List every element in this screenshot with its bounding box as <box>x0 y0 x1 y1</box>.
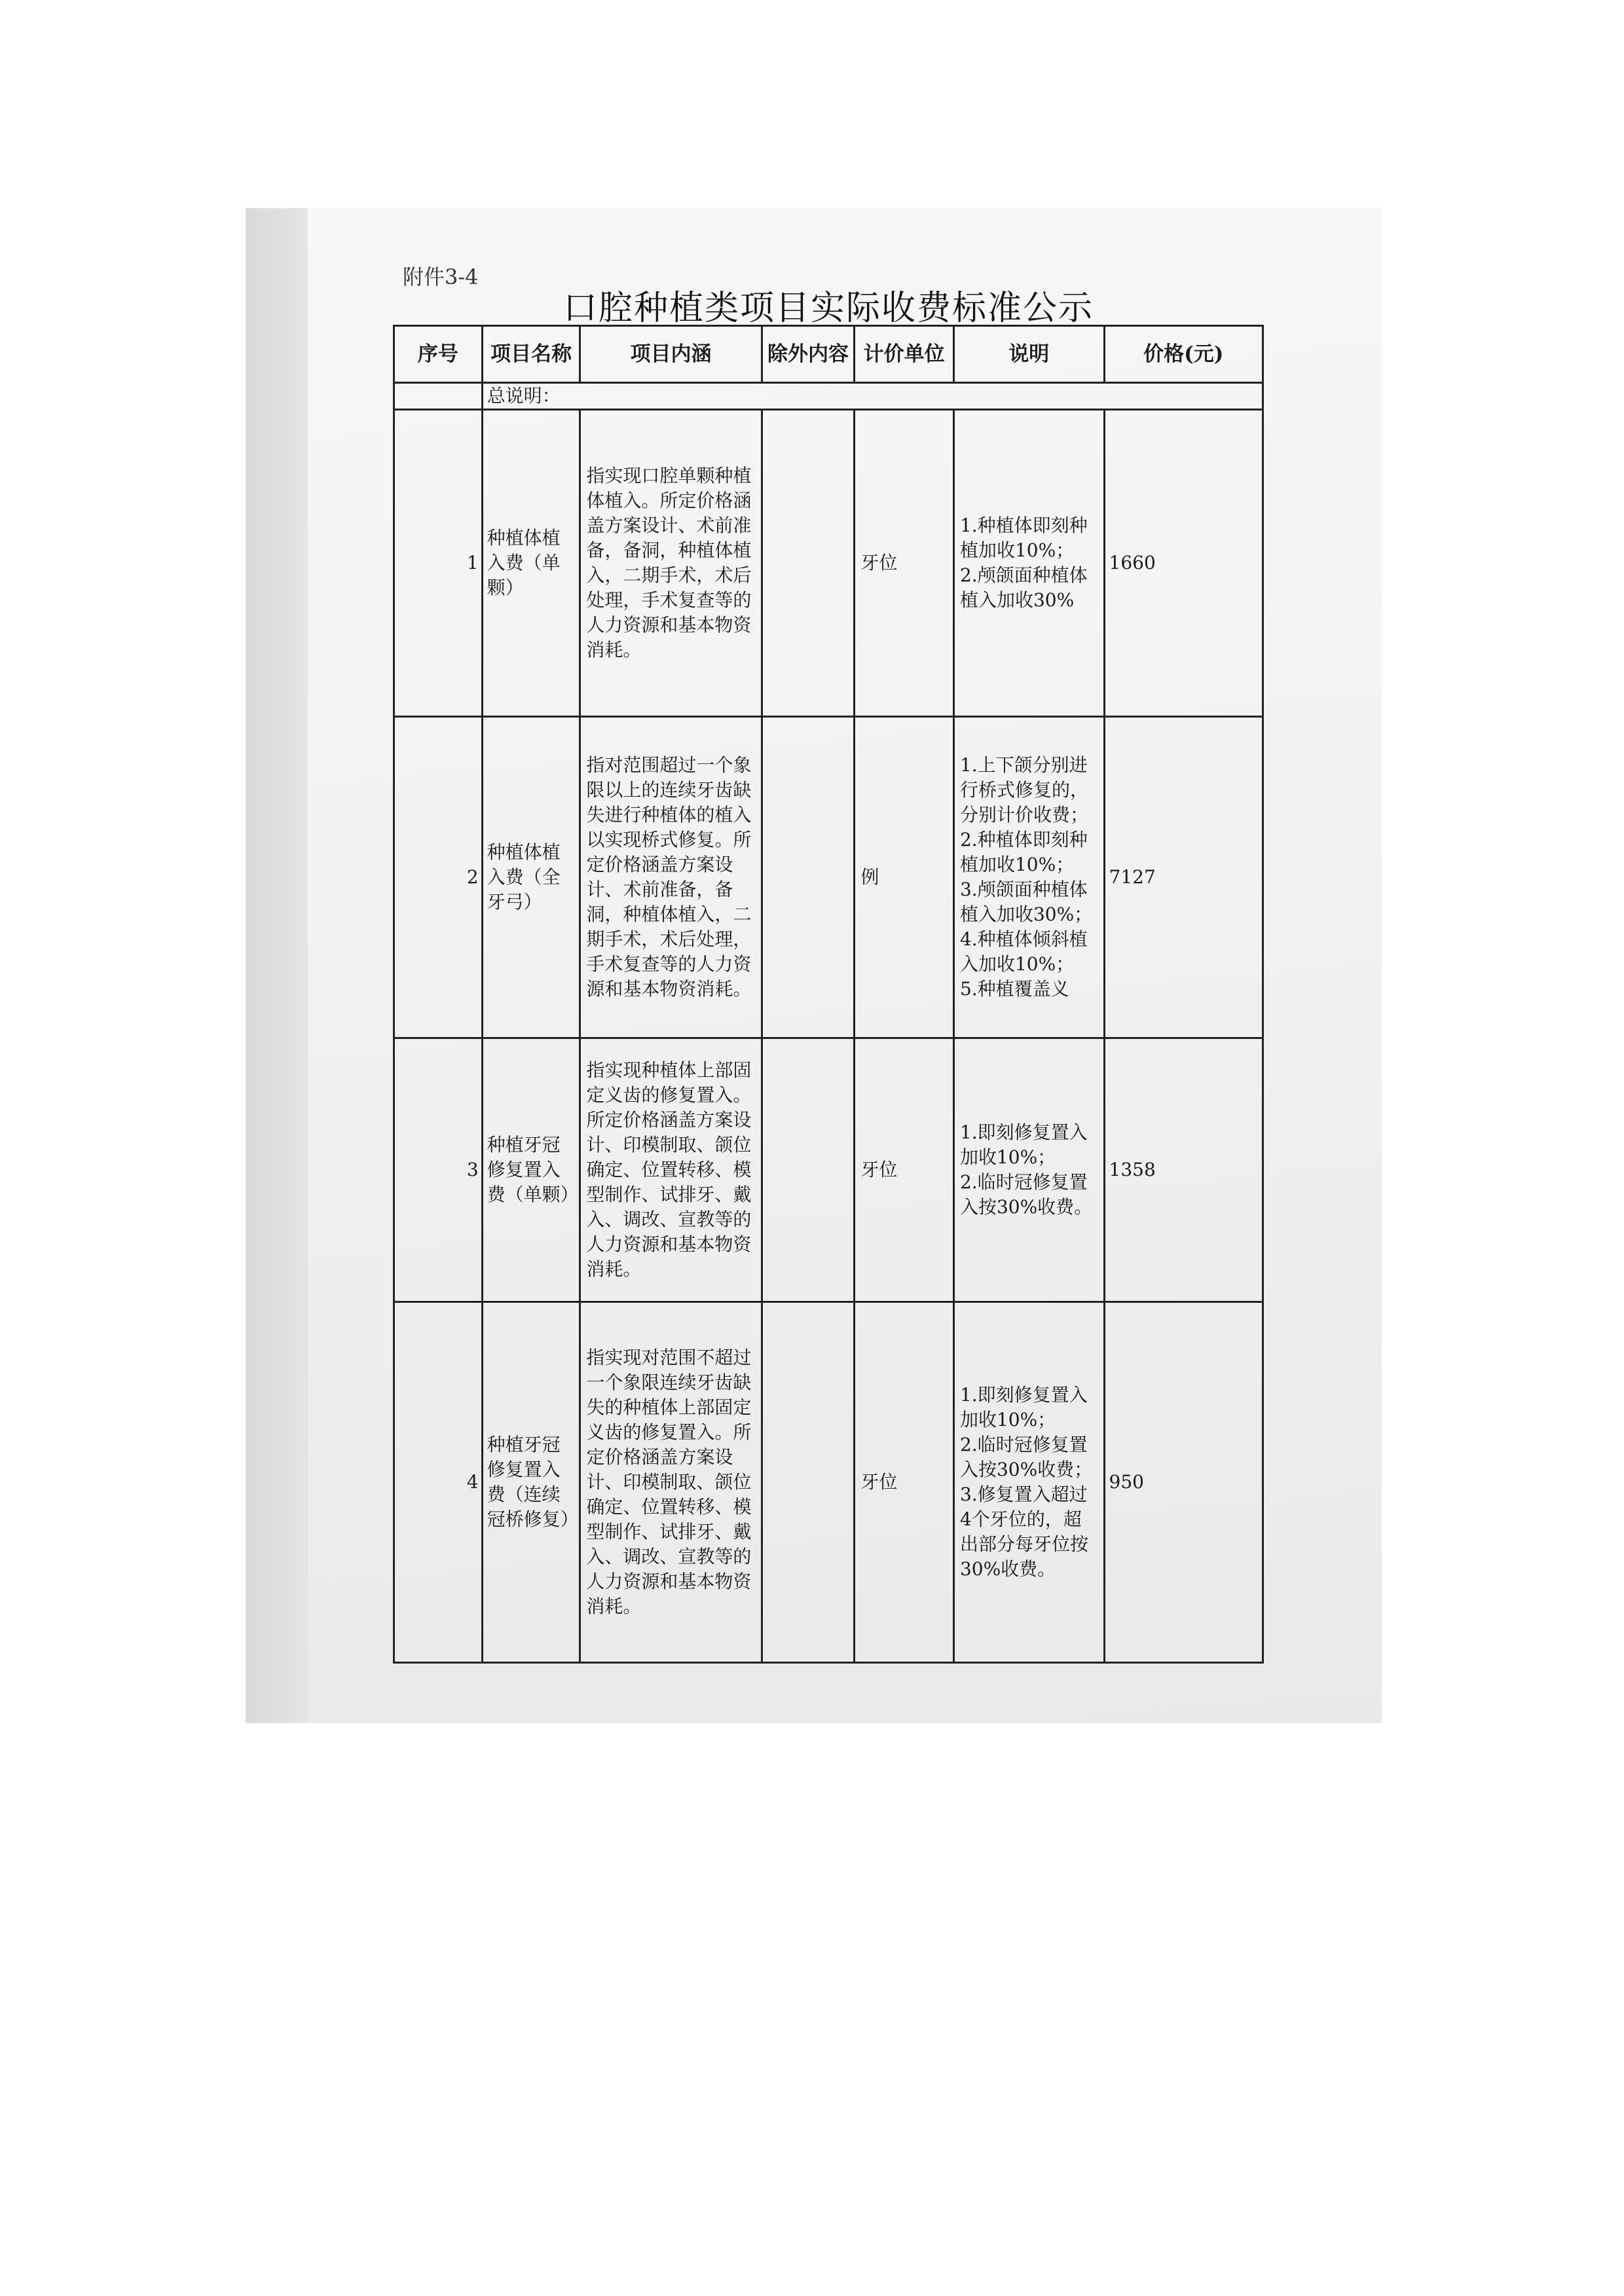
row-excluded <box>762 1302 855 1663</box>
fee-table <box>393 325 1264 1664</box>
header-notes: 说明 <box>953 326 1104 383</box>
table-row <box>394 717 1263 1038</box>
row-item-content: 指实现口腔单颗种植体植入。所定价格涵盖方案设计、术前准备，备洞，种植体植入，二期手术，术后处理，手术复查等的人力资源和基本物资消耗。 <box>580 410 762 717</box>
summary-blank-cell <box>394 383 483 410</box>
note-line: 4.种植体倾斜植入加收10%； <box>959 928 1088 975</box>
note-line: 2.种植体即刻种植加收10%； <box>959 829 1088 875</box>
row-notes <box>953 717 1104 1038</box>
table-row <box>394 1038 1263 1302</box>
header-excluded: 除外内容 <box>762 326 855 383</box>
note-line: 2.临时冠修复置入按30%收费； <box>959 1434 1093 1480</box>
row-excluded <box>762 410 855 717</box>
row-unit: 牙位 <box>855 1038 954 1302</box>
note-line: 1.上下颌分别进行桥式修复的，分别计价收费； <box>959 754 1088 826</box>
header-seq: 序号 <box>394 326 483 383</box>
header-item-name: 项目名称 <box>482 326 580 383</box>
table-row <box>394 410 1263 717</box>
header-unit: 计价单位 <box>855 326 954 383</box>
table-row <box>394 1302 1263 1663</box>
row-notes <box>953 1302 1104 1663</box>
summary-label: 总说明： <box>482 383 1263 410</box>
row-unit: 例 <box>855 717 954 1038</box>
row-seq: 3 <box>394 1038 483 1302</box>
row-item-content: 指实现对范围不超过一个象限连续牙齿缺失的种植体上部固定义齿的修复置入。所定价格涵盖方案设计、印模制取、颌位确定、位置转移、模型制作、试排牙、戴入、调改、宣教等的人力资源和基本物资消耗。 <box>580 1302 762 1663</box>
document-photo <box>246 208 1382 1723</box>
row-item-content: 指实现种植体上部固定义齿的修复置入。所定价格涵盖方案设计、印模制取、颌位确定、位置转移、模型制作、试排牙、戴入、调改、宣教等的人力资源和基本物资消耗。 <box>580 1038 762 1302</box>
row-unit: 牙位 <box>855 410 954 717</box>
row-notes <box>953 410 1104 717</box>
row-price: 1660 <box>1104 410 1263 717</box>
note-line: 3.修复置入超过4个牙位的，超出部分每牙位按30%收费。 <box>959 1484 1088 1580</box>
document-title: 口腔种植类项目实际收费标准公示 <box>563 289 1094 328</box>
row-item-content: 指对范围超过一个象限以上的连续牙齿缺失进行种植体的植入以实现桥式修复。所定价格涵盖方案设计、术前准备，备洞，种植体植入，二期手术，术后处理，手术复查等的人力资源和基本物资消耗。 <box>580 717 762 1038</box>
row-item-name: 种植牙冠修复置入费（连续冠桥修复） <box>482 1302 580 1663</box>
row-price: 950 <box>1104 1302 1263 1663</box>
note-line: 3.颅颌面种植体植入加收30%； <box>959 879 1093 925</box>
row-excluded <box>762 1038 855 1302</box>
row-item-name: 种植体植入费（单颗） <box>482 410 580 717</box>
row-seq: 2 <box>394 717 483 1038</box>
note-line: 2.颅颌面种植体植入加收30% <box>959 564 1088 611</box>
note-line: 5.种植覆盖义 <box>959 978 1069 1000</box>
header-price: 价格(元) <box>1104 326 1263 383</box>
photo-background-edge <box>246 208 318 1723</box>
row-price: 1358 <box>1104 1038 1263 1302</box>
row-item-name: 种植牙冠修复置入费（单颗） <box>482 1038 580 1302</box>
note-line: 1.即刻修复置入加收10%； <box>959 1121 1088 1168</box>
row-seq: 1 <box>394 410 483 717</box>
summary-row <box>394 383 1263 410</box>
row-unit: 牙位 <box>855 1302 954 1663</box>
header-item-content: 项目内涵 <box>580 326 762 383</box>
paper-sheet <box>308 208 1382 1723</box>
note-line: 1.种植体即刻种植加收10%； <box>959 515 1088 561</box>
row-item-name: 种植体植入费（全牙弓） <box>482 717 580 1038</box>
attachment-label: 附件3-4 <box>403 264 479 289</box>
note-line: 2.临时冠修复置入按30%收费。 <box>959 1171 1093 1218</box>
table-header-row <box>394 326 1263 383</box>
row-price: 7127 <box>1104 717 1263 1038</box>
note-line: 1.即刻修复置入加收10%； <box>959 1384 1088 1430</box>
row-seq: 4 <box>394 1302 483 1663</box>
row-notes <box>953 1038 1104 1302</box>
row-excluded <box>762 717 855 1038</box>
